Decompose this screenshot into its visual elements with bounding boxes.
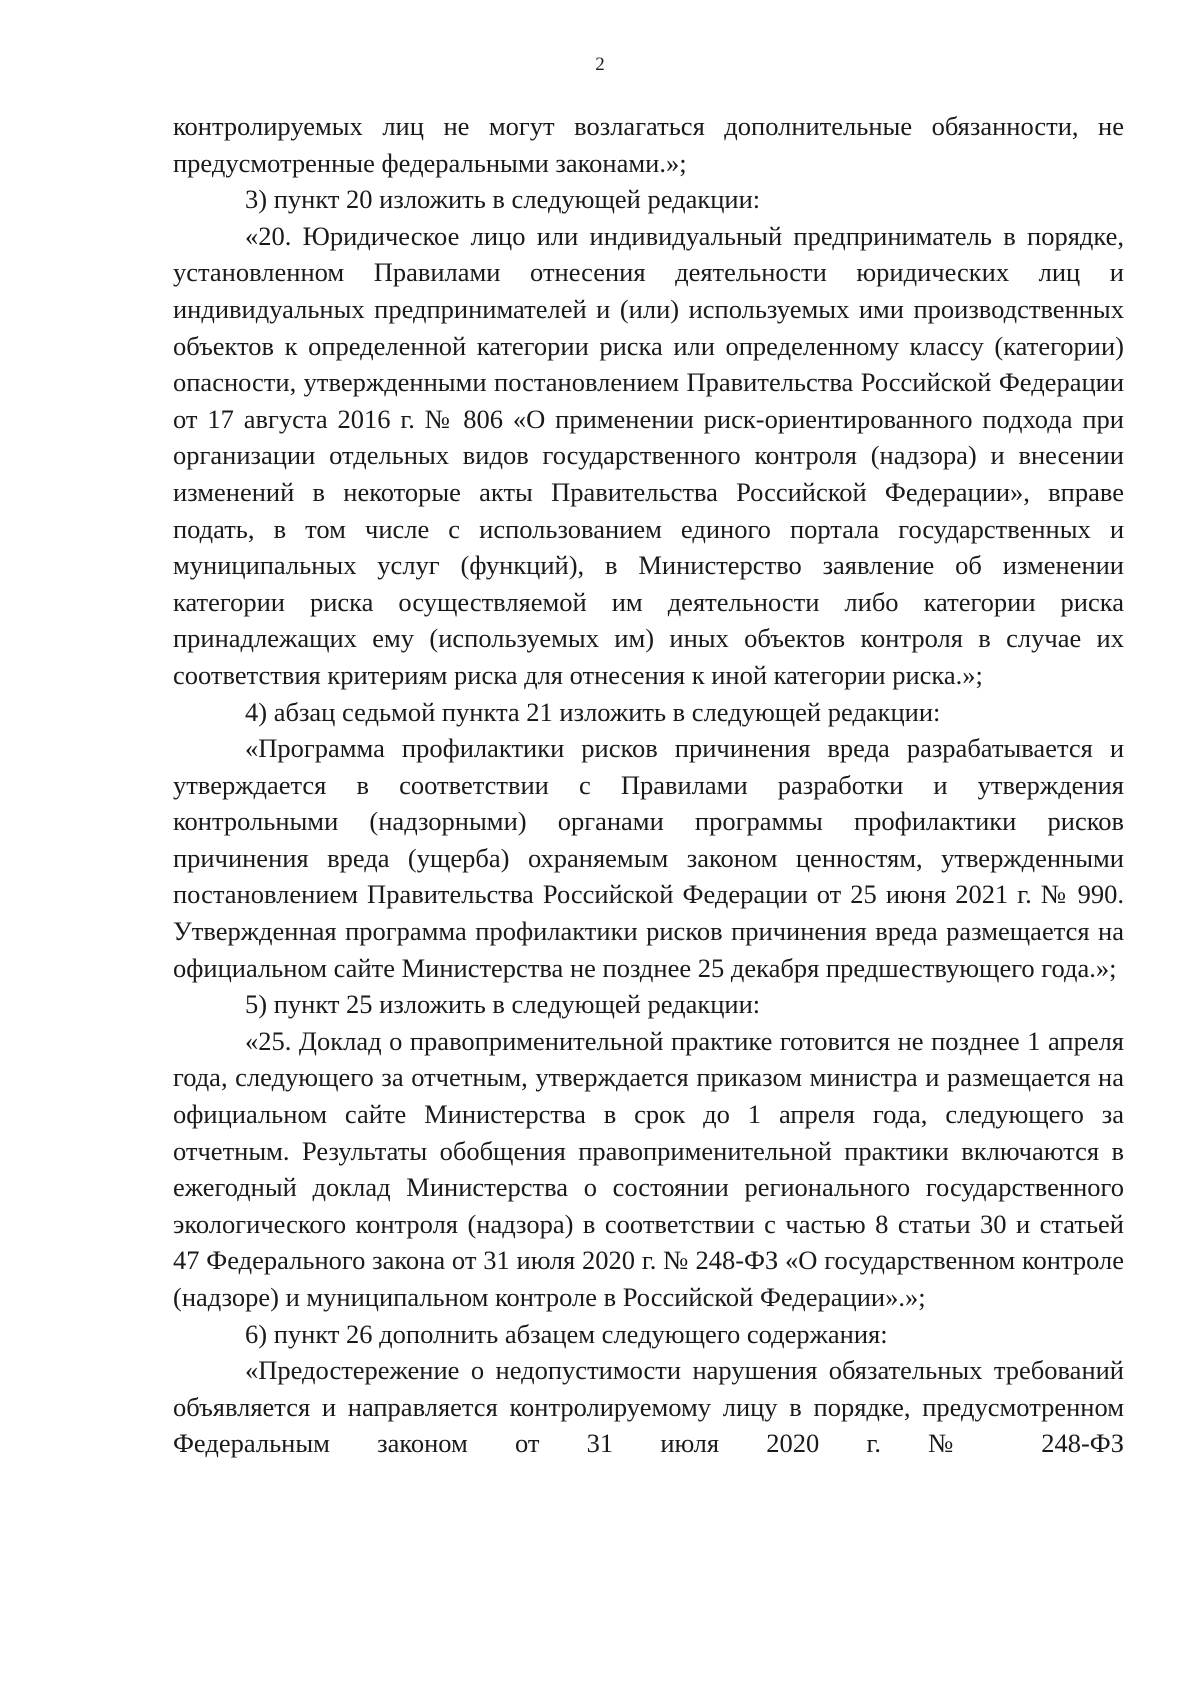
paragraph-clause-25: «25. Доклад о правоприменительной практике готовится не позднее 1 апреля года, следующего за отчетным, утверждается приказом министра и размещается на официальном сайте Министерства в срок до 1 апреля года, следующего за отчетным. Результаты обобщения правоприменительной практики включаются в ежегодный доклад Министерства о состоянии регионального государственного экологического контроля (надзора) в соответствии с частью 8 статьи 30 и статьей 47 Федерального закона от 31 июля 2020 г. № 248-ФЗ «О государственном контроле (надзоре) и муниципальном контроле в Российской Федерации».»; [173,1025,1124,1312]
paragraph-item-6: 6) пункт 26 дополнить абзацем следующего содержания: [245,1318,888,1349]
paragraph-item-3: 3) пункт 20 изложить в следующей редакции: [245,184,761,215]
paragraph-item-5: 5) пункт 25 изложить в следующей редакции: [245,989,761,1020]
paragraph-clause-20: «20. Юридическое лицо или индивидуальный предприниматель в порядке, установленном Правилами отнесения деятельности юридических лиц и индивидуальных предпринимателей и (или) используемых ими производственных объектов к определенной категории риска или определенному классу (категории) опасности, утвержденными постановлением Правительства Российской Федерации от 17 августа 2016 г. № 806 «О применении риск-ориентированного подхода при организации отдельных видов государственного контроля (надзора) и внесении изменений в некоторые акты Правительства Российской Федерации», вправе подать, в том числе с использованием единого портала государственных и муниципальных услуг (функций), в Министерство заявление об изменении категории риска осуществляемой им деятельности либо категории риска принадлежащих ему (используемых им) иных объектов контроля в случае их соответствия критериям риска для отнесения к иной категории риска.»; [173,220,1124,690]
paragraph-item-4: 4) абзац седьмой пункта 21 изложить в следующей редакции: [245,696,941,727]
paragraph-warning: «Предостережение о недопустимости нарушения обязательных требований объявляется и направляется контролируемому лицу в порядке, предусмотренном Федеральным законом от 31 июля 2020 г. № 248-ФЗ [173,1355,1124,1459]
page-number: 2 [595,54,605,75]
document-body [173,108,1124,1462]
paragraph-prevention-program: «Программа профилактики рисков причинения вреда разрабатывается и утверждается в соответствии с Правилами разработки и утверждения контрольными (надзорными) органами программы профилактики рисков причинения вреда (ущерба) охраняемым законом ценностям, утвержденными постановлением Правительства Российской Федерации от 25 июня 2021 г. № 990. Утвержденная программа профилактики рисков причинения вреда размещается на официальном сайте Министерства не позднее 25 декабря предшествующего года.»; [173,733,1124,983]
paragraph-continuation: контролируемых лиц не могут возлагаться дополнительные обязанности, не предусмотренные федеральными законами.»; [173,111,1124,178]
